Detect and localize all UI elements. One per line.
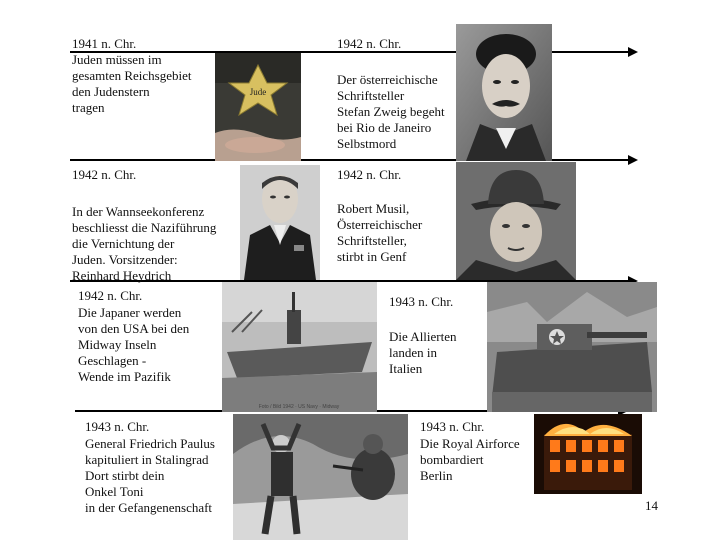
photo-reinhard-heydrich [240,165,320,280]
page-number: 14 [645,498,658,513]
event-6-date: 1943 n. Chr. [389,294,454,309]
event-7-date: 1943 n. Chr. [85,419,150,434]
svg-text:Jude: Jude [249,87,267,97]
event-6-text: Die Allierten landen in Italien [389,329,457,376]
event-4-text: Robert Musil, Österreichischer Schriftsteller, stirbt in Genf [337,201,423,264]
photo-stefan-zweig [456,24,552,161]
event-1-text: Juden müssen im gesamten Reichsgebiet den Judenstern tragen [72,52,192,115]
timeline-arrow-2 [628,155,638,165]
event-8-date: 1943 n. Chr. [420,419,485,434]
svg-text:Foto / Bild 1942 · US Navy · M: Foto / Bild 1942 · US Navy · Midway [258,404,340,410]
event-8-text: Die Royal Airforce bombardiert Berlin [420,436,520,483]
event-1-date: 1941 n. Chr. [72,36,137,51]
photo-stalingrad-surrender [233,414,408,540]
photo-robert-musil [456,162,576,280]
event-7-text: General Friedrich Paulus kapituliert in Stalingrad Dort stirbt dein Onkel Toni in der Gefangenenschaft [85,436,215,515]
event-4-date: 1942 n. Chr. [337,167,402,182]
event-2-date: 1942 n. Chr. [337,36,402,51]
event-5-date: 1942 n. Chr. [78,288,143,303]
event-3-text: In der Wannseekonferenz beschliesst die Naziführung die Vernichtung der Juden. Vorsitzender: Reinhard Heydrich [72,204,217,283]
photo-berlin-burning [534,414,642,494]
photo-jewish-star [215,53,301,161]
event-3-date: 1942 n. Chr. [72,167,137,182]
photo-allied-tank [487,282,657,412]
event-5-text: Die Japaner werden von den USA bei den Midway Inseln Geschlagen - Wende im Pazifik [78,305,190,384]
photo-midway-ship [222,282,377,412]
event-2-text: Der österreichische Schriftsteller Stefan Zweig begeht bei Rio de Janeiro Selbstmord [337,72,445,151]
timeline-arrow-1 [628,47,638,57]
